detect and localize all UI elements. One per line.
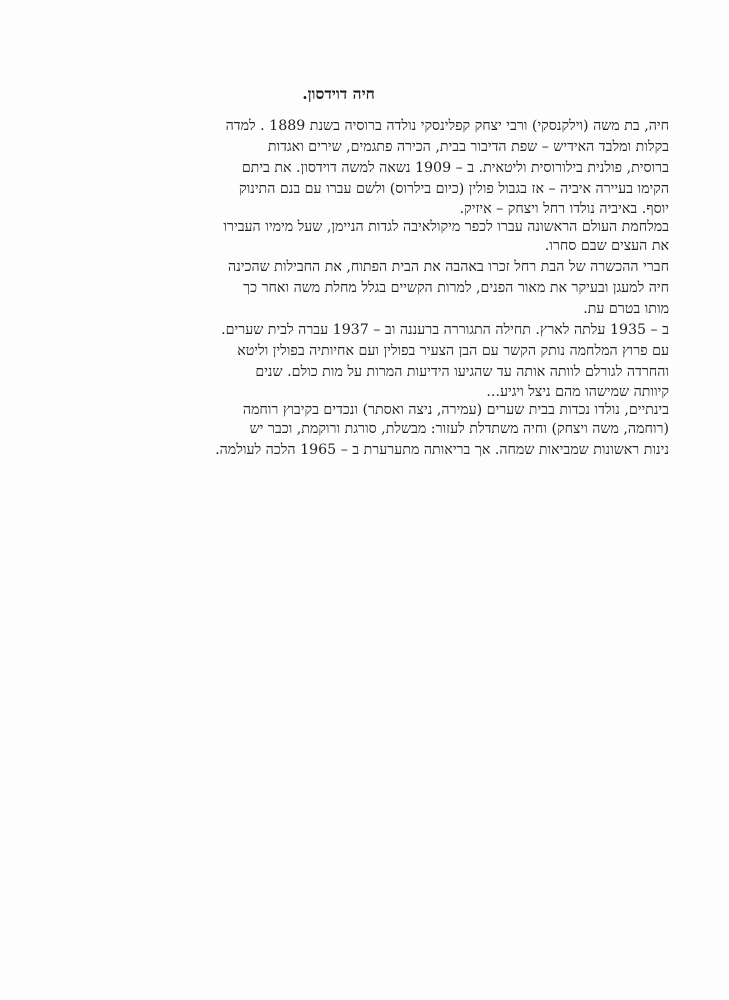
text-line: חיה למעגן ובעיקר את מאור הפנים, למרות הקשיים בגלל מחלת משה ואחר כך (243, 280, 669, 296)
text-line: (רוחמה, משה ויצחק) וחיה משתדלת לעזור: מבשלת, סורגת ורוקמת, וכבר יש (249, 421, 669, 437)
text-line: חברי ההכשרה של הבת רחל זכרו באהבה את הבית הפתוח, את החבילות שהכינה (228, 259, 669, 275)
text-line: והחרדה לגורלם לוותה אותה עד שהגיעו הידיעות המרות על מות כולם. שנים (255, 364, 669, 380)
text-line: הקימו בעיירה איביה – אז בגבול פולין (כיום בילרוס) ולשם עברו עם בנם התינוק (238, 181, 669, 197)
text-line: עם פרוץ המלחמה נותק הקשר עם הבן הצעיר בפולין ועם אחיותיה בפולין וליטא (237, 343, 669, 359)
text-line: מותו בטרם עת. (583, 301, 669, 317)
text-line: קיוותה שמישהו מהם ניצל ויגיע... (486, 384, 669, 400)
document-title: חיה דוידסון. (302, 84, 375, 103)
text-line: בקלות ומלבד האידיש – שפת הדיבור בבית, הכירה פתגמים, שירים ואגדות (267, 139, 669, 155)
text-line: נינות ראשונות שמביאות שמחה. אך בריאותה מתערערת ב – 1965 הלכה לעולמה. (215, 442, 669, 458)
text-line: יוסף. באיביה נולדו רחל ויצחק – איזיק. (459, 201, 669, 217)
text-line: במלחמת העולם הראשונה עברו לכפר מיקולאיבה לגדות הניימן, שעל מימיו העבירו (223, 219, 669, 235)
text-line: חיה, בת משה (וילקנסקי) ורבי יצחק קפלינסקי נולדה ברוסיה בשנת 1889 . למדה (225, 118, 669, 134)
text-line: ברוסית, פולנית בילורוסית וליטאית. ב – 1909 נשאה למשה דוידסון. את ביתם (241, 160, 669, 176)
text-line: בינתיים, נולדו נכדות בבית שערים (עמירה, ניצה ואסתר) ונכדים בקיבוץ רוחמה (242, 402, 669, 418)
text-line: ב – 1935 עלתה לארץ. תחילה התגוררה ברעננה וב – 1937 עברה לבית שערים. (221, 322, 669, 338)
document-body (49, 116, 669, 461)
text-line: את העצים שבם סחרו. (544, 238, 669, 254)
